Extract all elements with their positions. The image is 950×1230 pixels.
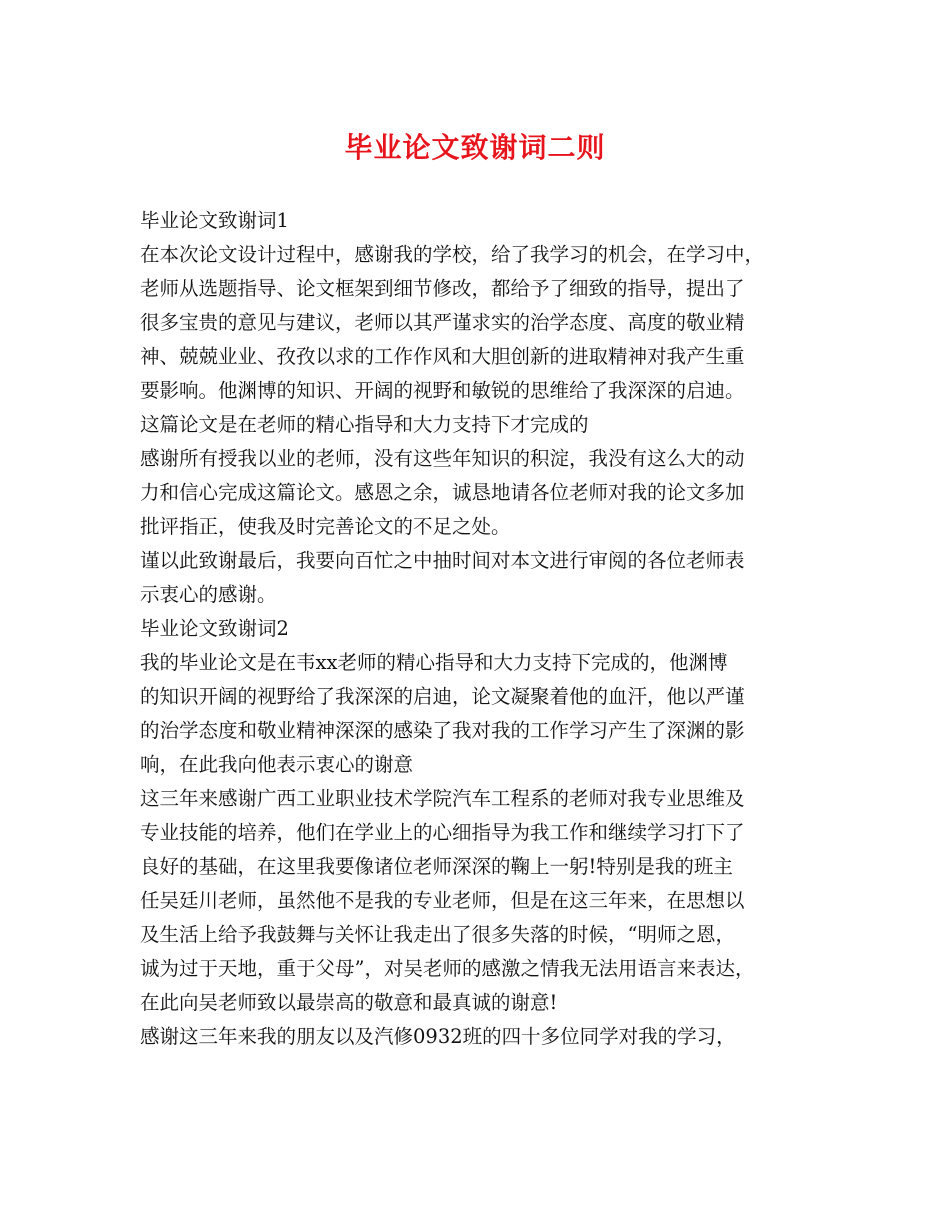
text-line: 很多宝贵的意见与建议，老师以其严谨求实的治学态度、高度的敬业精 (140, 311, 745, 334)
text-line: 任吴廷川老师，虽然他不是我的专业老师，但是在这三年来，在思想以 (140, 889, 745, 912)
text-line: 示衷心的感谢。 (140, 583, 277, 606)
text-line: 的治学态度和敬业精神深深的感染了我对我的工作学习产生了深渊的影 (140, 719, 745, 742)
text-line: 专业技能的培养，他们在学业上的心细指导为我工作和继续学习打下了 (140, 821, 745, 844)
text-line: 神、兢兢业业、孜孜以求的工作作风和大胆创新的进取精神对我产生重 (140, 345, 745, 368)
text-line: 我的毕业论文是在韦xx老师的精心指导和大力支持下完成的，他渊博 (140, 651, 728, 674)
document-title: 毕业论文致谢词二则 (344, 131, 606, 164)
text-line: 感谢这三年来我的朋友以及汽修0932班的四十多位同学对我的学习， (140, 1025, 736, 1048)
document-body (140, 204, 830, 1054)
text-line: 的知识开阔的视野给了我深深的启迪，论文凝聚着他的血汗，他以严谨 (140, 685, 745, 708)
text-line: 要影响。他渊博的知识、开阔的视野和敏锐的思维给了我深深的启迪。 (140, 379, 745, 402)
text-line: 毕业论文致谢词1 (140, 209, 289, 232)
text-line: 感谢所有授我以业的老师，没有这些年知识的积淀，我没有这么大的动 (140, 447, 745, 470)
text-line: 在本次论文设计过程中，感谢我的学校，给了我学习的机会，在学习中， (140, 243, 765, 266)
text-line: 这三年来感谢广西工业职业技术学院汽车工程系的老师对我专业思维及 (140, 787, 745, 810)
text-line: 在此向吴老师致以最崇高的敬意和最真诚的谢意! (140, 991, 558, 1014)
text-line: 老师从选题指导、论文框架到细节修改，都给予了细致的指导，提出了 (140, 277, 745, 300)
text-line: 及生活上给予我鼓舞与关怀让我走出了很多失落的时候，“明师之恩， (140, 923, 735, 946)
text-line: 毕业论文致谢词2 (140, 617, 289, 640)
text-line: 谨以此致谢最后，我要向百忙之中抽时间对本文进行审阅的各位老师表 (140, 549, 745, 572)
text-line: 良好的基础，在这里我要像诸位老师深深的鞠上一躬!特别是我的班主 (140, 855, 733, 878)
text-line: 诚为过于天地，重于父母”，对吴老师的感激之情我无法用语言来表达， (140, 957, 755, 980)
text-line: 批评指正，使我及时完善论文的不足之处。 (140, 515, 511, 538)
text-line: 响，在此我向他表示衷心的谢意 (140, 753, 414, 776)
text-line: 力和信心完成这篇论文。感恩之余，诚恳地请各位老师对我的论文多加 (140, 481, 745, 504)
text-line: 这篇论文是在老师的精心指导和大力支持下才完成的 (140, 413, 589, 436)
